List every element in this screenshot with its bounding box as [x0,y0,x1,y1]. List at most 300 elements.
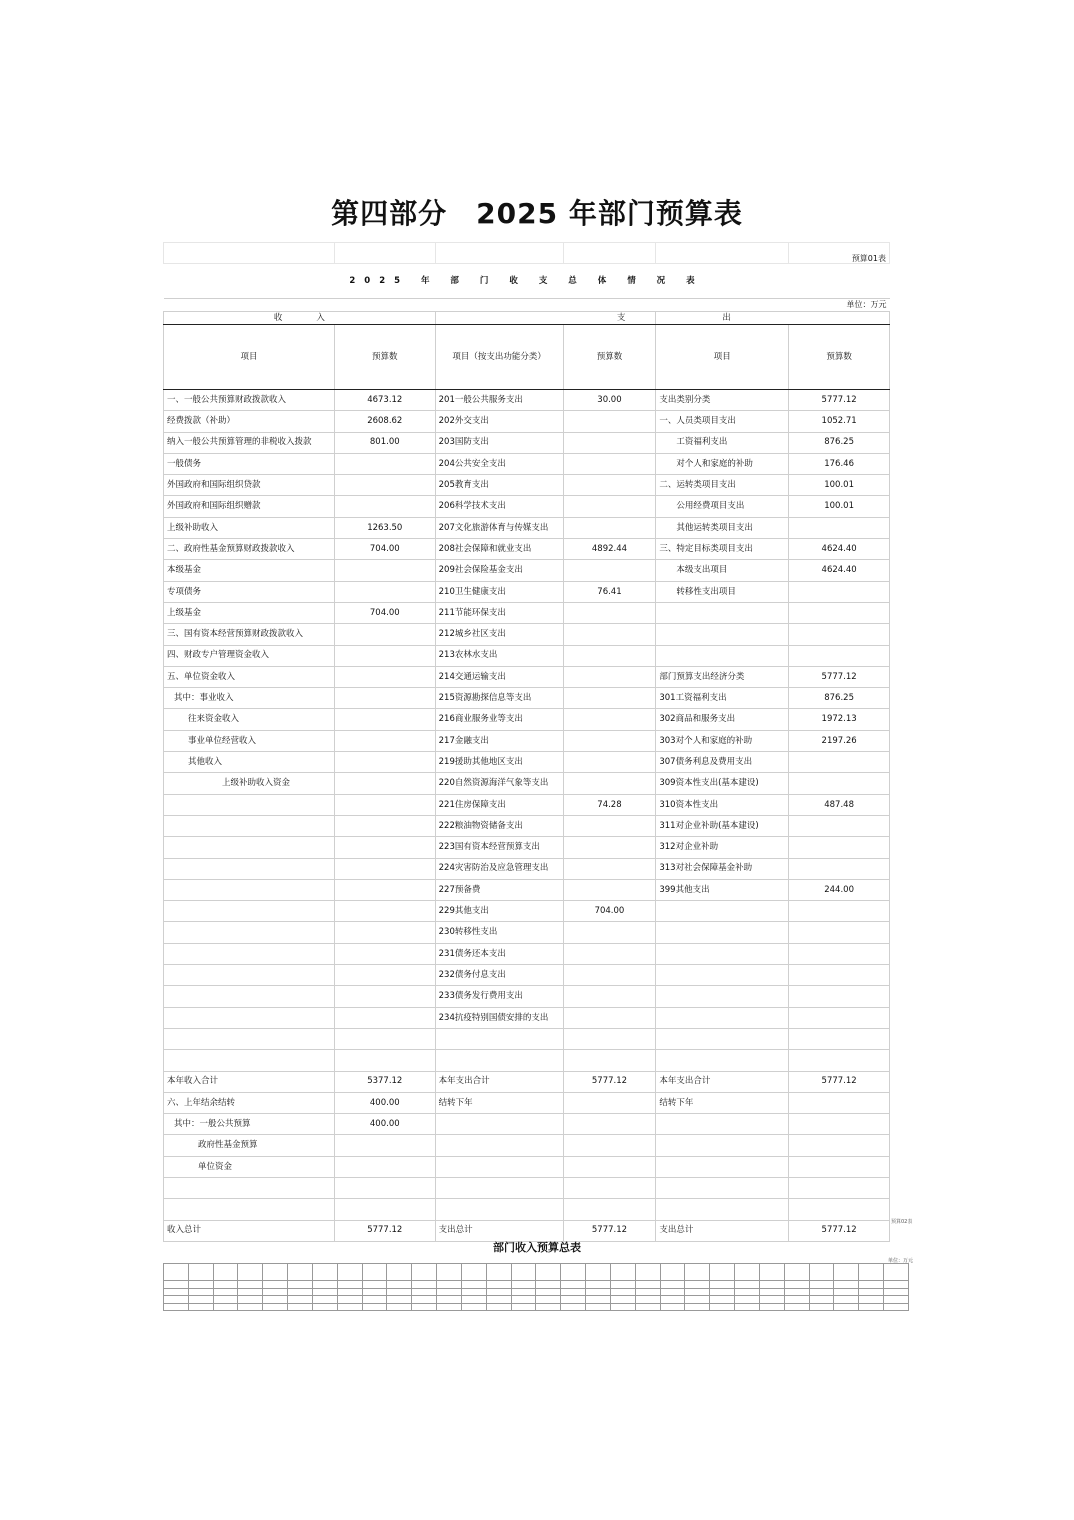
item-cell [164,1177,335,1198]
amount-cell [789,1007,890,1028]
amount-cell: 76.41 [563,581,656,602]
amount-cell: 5777.12 [334,1220,435,1241]
mini-table-cell [188,1296,213,1304]
amount-cell [563,858,656,879]
mini-table-cell [685,1288,710,1296]
item-cell: 上级补助收入资金 [164,773,335,794]
item-cell: 其中：一般公共预算 [164,1114,335,1135]
mini-table-cell [561,1281,586,1289]
item-cell [656,1114,789,1135]
item-cell: 224灾害防治及应急管理支出 [435,858,563,879]
amount-cell: 30.00 [563,390,656,411]
amount-cell: 74.28 [563,794,656,815]
mini-table-cell [288,1296,313,1304]
amount-cell: 4624.40 [789,539,890,560]
item-cell: 其他收入 [164,752,335,773]
item-cell: 206科学技术支出 [435,496,563,517]
item-cell: 经费拨款（补助） [164,411,335,432]
item-cell: 事业单位经营收入 [164,730,335,751]
mini-table-cell [511,1303,536,1311]
mini-table-cell [164,1264,189,1281]
mini-table-cell [263,1264,288,1281]
amount-cell [334,1199,435,1220]
amount-cell [789,624,890,645]
mini-table-cell [735,1264,760,1281]
item-cell: 399其他支出 [656,879,789,900]
amount-cell [563,688,656,709]
mini-table-cell [337,1303,362,1311]
amount-cell [789,901,890,922]
item-cell [656,1135,789,1156]
item-cell [435,1114,563,1135]
item-cell: 201一般公共服务支出 [435,390,563,411]
item-cell: 220自然资源海洋气象等支出 [435,773,563,794]
mini-table-cell [486,1296,511,1304]
item-cell: 310资本性支出 [656,794,789,815]
item-cell [656,1028,789,1049]
item-cell: 231债务还本支出 [435,943,563,964]
amount-cell [789,1092,890,1113]
amount-cell: 5777.12 [563,1220,656,1241]
item-cell [656,1156,789,1177]
amount-cell [334,453,435,474]
mini-table-cell [685,1264,710,1281]
col-header-income-item: 项目 [164,325,335,390]
col-header-income-amount: 预算数 [334,325,435,390]
item-cell: 部门预算支出经济分类 [656,666,789,687]
amount-cell: 2608.62 [334,411,435,432]
item-cell [164,943,335,964]
mini-table-cell [884,1288,909,1296]
amount-cell [563,1114,656,1135]
amount-cell [334,752,435,773]
mini-table-cell [884,1303,909,1311]
item-cell: 202外交支出 [435,411,563,432]
mini-table-cell [859,1281,884,1289]
mini-table-cell [238,1281,263,1289]
item-cell: 对个人和家庭的补助 [656,453,789,474]
mini-table-cell [884,1296,909,1304]
mini-table-cell [288,1288,313,1296]
mini-table-cell [809,1264,834,1281]
amount-cell [563,1092,656,1113]
amount-cell: 801.00 [334,432,435,453]
amount-cell: 176.46 [789,453,890,474]
mini-table-cell [437,1296,462,1304]
mini-table-cell [238,1303,263,1311]
amount-cell [789,1177,890,1198]
item-cell [656,1177,789,1198]
mini-table-cell [834,1281,859,1289]
item-cell: 309资本性支出(基本建设) [656,773,789,794]
table-row [164,624,890,645]
item-cell: 往来资金收入 [164,709,335,730]
item-cell: 其中：事业收入 [164,688,335,709]
table-row [164,815,890,836]
item-cell: 303对个人和家庭的补助 [656,730,789,751]
mini-table-cell [188,1264,213,1281]
table-row [164,986,890,1007]
mini-table-cell [586,1264,611,1281]
expense-group-header-left: 支 [435,312,656,325]
table-row [164,475,890,496]
mini-table-cell [461,1264,486,1281]
item-cell [656,1007,789,1028]
income-group-header: 收 入 [164,312,436,325]
amount-cell [563,453,656,474]
amount-cell [334,943,435,964]
mini-table-cell [164,1281,189,1289]
item-cell: 单位资金 [164,1156,335,1177]
mini-table-cell [461,1296,486,1304]
amount-cell: 5377.12 [334,1071,435,1092]
mini-table-row [164,1303,909,1311]
mini-table-cell [834,1264,859,1281]
mini-table-code: 预算02表 [891,1219,913,1225]
table-row [164,539,890,560]
mini-table-cell [263,1303,288,1311]
mini-table-cell [735,1296,760,1304]
amount-cell: 704.00 [334,539,435,560]
mini-table-cell [536,1264,561,1281]
mini-table-cell [511,1288,536,1296]
item-cell: 211节能环保支出 [435,602,563,623]
item-cell: 207文化旅游体育与传媒支出 [435,517,563,538]
item-cell: 政府性基金预算 [164,1135,335,1156]
item-cell: 203国防支出 [435,432,563,453]
item-cell [656,922,789,943]
item-cell: 支出类别分类 [656,390,789,411]
mini-table-grid [163,1263,909,1311]
amount-cell [563,837,656,858]
item-cell: 二、政府性基金预算财政拨款收入 [164,539,335,560]
item-cell: 208社会保障和就业支出 [435,539,563,560]
item-cell [164,1050,335,1071]
amount-cell [563,624,656,645]
mini-table-cell [362,1296,387,1304]
mini-table-cell [238,1288,263,1296]
item-cell: 234抗疫特别国债安排的支出 [435,1007,563,1028]
item-cell [656,624,789,645]
amount-cell: 2197.26 [789,730,890,751]
table-row [164,602,890,623]
amount-cell [563,1177,656,1198]
amount-cell [334,922,435,943]
item-cell: 收入总计 [164,1220,335,1241]
item-cell [164,901,335,922]
amount-cell [563,517,656,538]
table-row [164,794,890,815]
income-budget-summary-table-preview [163,1263,909,1311]
col-header-category-amount: 预算数 [789,325,890,390]
amount-cell: 400.00 [334,1092,435,1113]
mini-table-cell [784,1264,809,1281]
mini-table-cell [486,1303,511,1311]
item-cell [435,1028,563,1049]
item-cell: 支出总计 [656,1220,789,1241]
mini-table-cell [437,1303,462,1311]
amount-cell: 704.00 [334,602,435,623]
item-cell: 212城乡社区支出 [435,624,563,645]
item-cell [164,1199,335,1220]
item-cell: 结转下年 [435,1092,563,1113]
item-cell: 纳入一般公共预算管理的非税收入拨款 [164,432,335,453]
mini-table-cell [238,1264,263,1281]
item-cell [656,965,789,986]
mini-table-cell [362,1288,387,1296]
mini-table-cell [635,1281,660,1289]
mini-table-cell [784,1288,809,1296]
item-cell: 204公共安全支出 [435,453,563,474]
col-header-category-item: 项目 [656,325,789,390]
mini-table-cell [610,1303,635,1311]
mini-table-cell [759,1288,784,1296]
mini-table-cell [387,1296,412,1304]
table-row [164,517,890,538]
amount-cell: 1972.13 [789,709,890,730]
item-cell: 四、财政专户管理资金收入 [164,645,335,666]
item-cell [656,1050,789,1071]
item-cell [164,815,335,836]
item-cell [656,1199,789,1220]
amount-cell [789,752,890,773]
amount-cell [789,1028,890,1049]
item-cell: 233债务发行费用支出 [435,986,563,1007]
amount-cell [563,1199,656,1220]
mini-table-cell [288,1281,313,1289]
amount-cell [563,475,656,496]
amount-cell [334,1050,435,1071]
mini-table-cell [362,1281,387,1289]
amount-cell [563,965,656,986]
budget-summary-table [163,242,890,1242]
amount-cell [334,496,435,517]
amount-cell [789,1156,890,1177]
mini-table-cell [337,1281,362,1289]
mini-table-cell [586,1296,611,1304]
mini-table-cell [437,1281,462,1289]
table-row [164,1156,890,1177]
mini-table-cell [759,1296,784,1304]
item-cell: 311对企业补助(基本建设) [656,815,789,836]
amount-cell: 100.01 [789,496,890,517]
amount-cell [563,560,656,581]
mini-table-cell [660,1296,685,1304]
amount-cell [789,773,890,794]
table-row [164,1092,890,1113]
amount-cell [334,1156,435,1177]
mini-table-cell [412,1281,437,1289]
amount-cell [563,986,656,1007]
item-cell: 213农林水支出 [435,645,563,666]
mini-table-cell [660,1281,685,1289]
mini-table-cell [387,1288,412,1296]
amount-cell [563,432,656,453]
mini-table-cell [412,1288,437,1296]
mini-table-cell [213,1281,238,1289]
mini-table-row [164,1296,909,1304]
mini-table-cell [263,1288,288,1296]
amount-cell [789,581,890,602]
table-row [164,943,890,964]
item-cell: 六、上年结余结转 [164,1092,335,1113]
item-cell: 上级基金 [164,602,335,623]
item-cell: 外国政府和国际组织赠款 [164,496,335,517]
mini-table-cell [164,1288,189,1296]
item-cell [656,986,789,1007]
table-row [164,730,890,751]
mini-table-cell [610,1281,635,1289]
item-cell: 一、人员类项目支出 [656,411,789,432]
amount-cell [789,1050,890,1071]
mini-table-cell [759,1303,784,1311]
amount-cell [334,901,435,922]
amount-cell [563,411,656,432]
item-cell [435,1050,563,1071]
mini-table-cell [511,1296,536,1304]
amount-cell: 5777.12 [789,390,890,411]
item-cell: 229其他支出 [435,901,563,922]
mini-table-cell [387,1281,412,1289]
item-cell: 221住房保障支出 [435,794,563,815]
mini-table-cell [387,1264,412,1281]
mini-table-cell [809,1288,834,1296]
mini-table-cell [834,1303,859,1311]
mini-table-cell [561,1296,586,1304]
amount-cell [334,1177,435,1198]
item-cell: 工资福利支出 [656,432,789,453]
amount-cell [563,773,656,794]
mini-table-cell [188,1281,213,1289]
table-row [164,1071,890,1092]
item-cell [656,602,789,623]
amount-cell [563,943,656,964]
mini-table-cell [610,1264,635,1281]
item-cell: 312对企业补助 [656,837,789,858]
amount-cell [334,666,435,687]
mini-table-cell [536,1281,561,1289]
mini-table-cell [884,1264,909,1281]
mini-table-cell [859,1296,884,1304]
mini-table-cell [759,1264,784,1281]
table-row [164,645,890,666]
table-row [164,1007,890,1028]
table-row [164,1028,890,1049]
amount-cell [334,986,435,1007]
mini-table-cell [437,1288,462,1296]
mini-table-cell [710,1281,735,1289]
expense-group-header-right: 出 [656,312,890,325]
mini-table-cell [213,1264,238,1281]
mini-table-title: 部门收入预算总表 [493,1241,581,1254]
item-cell: 301工资福利支出 [656,688,789,709]
mini-table-cell [809,1303,834,1311]
mini-table-cell [288,1264,313,1281]
amount-cell [563,709,656,730]
page-title: 第四部分 2025 年部门预算表 [331,197,743,230]
amount-cell [334,730,435,751]
table-row [164,666,890,687]
mini-table-cell [461,1288,486,1296]
item-cell: 其他运转类项目支出 [656,517,789,538]
amount-cell [334,560,435,581]
mini-table-cell [685,1303,710,1311]
amount-cell [334,1135,435,1156]
mini-table-cell [312,1281,337,1289]
mini-table-cell [412,1303,437,1311]
amount-cell [789,645,890,666]
table-row [164,688,890,709]
mini-table-cell [288,1303,313,1311]
item-cell: 230转移性支出 [435,922,563,943]
mini-table-cell [660,1288,685,1296]
table-row [164,709,890,730]
amount-cell [563,1135,656,1156]
amount-cell [563,922,656,943]
amount-cell: 5777.12 [563,1071,656,1092]
item-cell [164,1028,335,1049]
item-cell: 一、一般公共预算财政拨款收入 [164,390,335,411]
mini-table-cell [586,1288,611,1296]
amount-cell [789,943,890,964]
item-cell: 215资源勘探信息等支出 [435,688,563,709]
mini-table-cell [884,1281,909,1289]
table-row [164,922,890,943]
amount-cell [334,581,435,602]
item-cell: 214交通运输支出 [435,666,563,687]
item-cell: 217金融支出 [435,730,563,751]
amount-cell [334,773,435,794]
item-cell [164,837,335,858]
table-row [164,1177,890,1198]
mini-table-cell [859,1288,884,1296]
amount-cell [334,1007,435,1028]
amount-cell: 876.25 [789,688,890,709]
mini-table-cell [660,1264,685,1281]
mini-table-cell [536,1288,561,1296]
mini-table-cell [586,1303,611,1311]
item-cell [656,901,789,922]
amount-cell: 876.25 [789,432,890,453]
amount-cell [789,602,890,623]
mini-table-cell [635,1288,660,1296]
item-cell [164,922,335,943]
amount-cell [563,879,656,900]
item-cell [164,1007,335,1028]
amount-cell [334,815,435,836]
item-cell: 本年支出合计 [435,1071,563,1092]
mini-table-cell [859,1264,884,1281]
mini-table-cell [263,1296,288,1304]
table-row [164,581,890,602]
table-row [164,1135,890,1156]
mini-table-cell [461,1281,486,1289]
amount-cell [789,858,890,879]
mini-table-cell [536,1303,561,1311]
amount-cell: 1263.50 [334,517,435,538]
mini-table-cell [635,1264,660,1281]
mini-table-cell [461,1303,486,1311]
mini-table-cell [213,1288,238,1296]
mini-table-cell [784,1303,809,1311]
mini-table-row [164,1281,909,1289]
mini-table-cell [809,1296,834,1304]
amount-cell [563,1050,656,1071]
amount-cell [334,645,435,666]
table-row [164,453,890,474]
mini-table-cell [685,1281,710,1289]
mini-table-cell [412,1264,437,1281]
